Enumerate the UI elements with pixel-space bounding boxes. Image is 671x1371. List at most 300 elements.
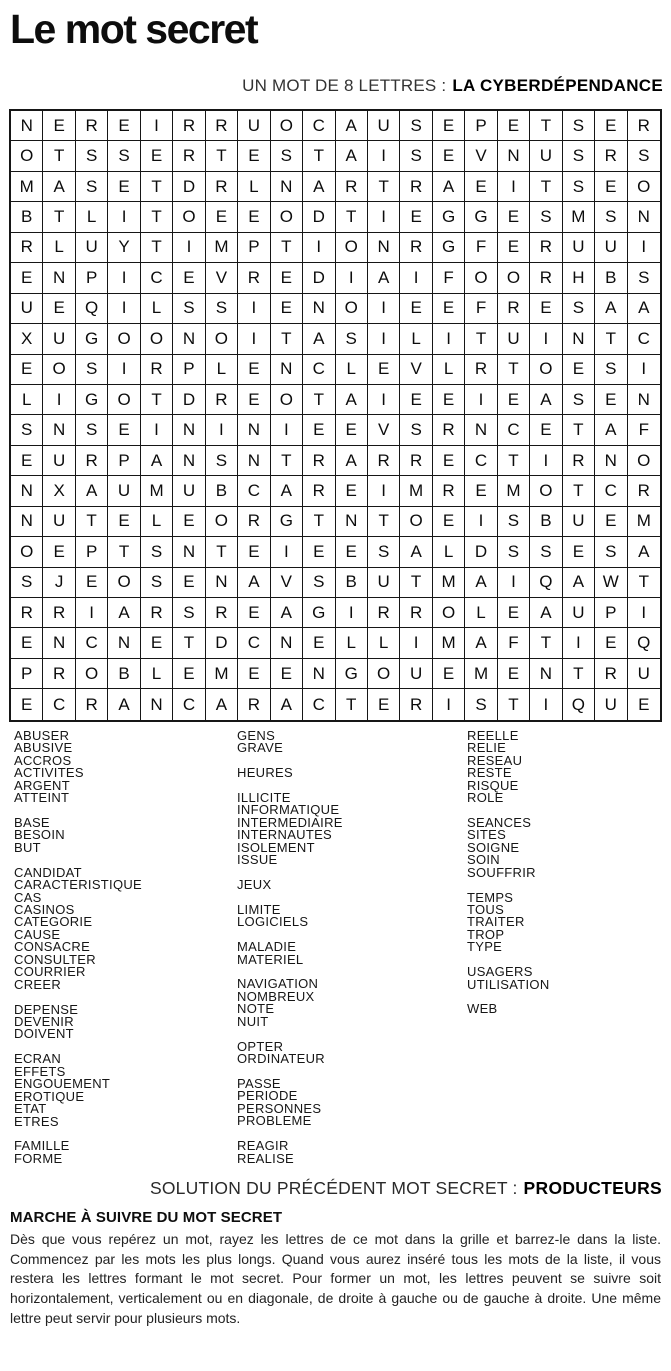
grid-cell[interactable]: E xyxy=(433,141,465,171)
grid-cell[interactable]: E xyxy=(595,111,627,141)
grid-cell[interactable]: S xyxy=(11,568,43,598)
grid-cell[interactable]: M xyxy=(206,659,238,689)
word-item[interactable]: TEMPS xyxy=(467,889,514,905)
grid-cell[interactable]: E xyxy=(498,233,530,263)
grid-cell[interactable]: E xyxy=(368,355,400,385)
grid-cell[interactable]: S xyxy=(173,294,205,324)
grid-cell[interactable]: T xyxy=(498,446,530,476)
grid-cell[interactable]: E xyxy=(563,537,595,567)
grid-cell[interactable]: G xyxy=(336,659,368,689)
grid-cell[interactable]: I xyxy=(108,355,140,385)
word-item[interactable]: COURRIER xyxy=(14,964,86,980)
grid-cell[interactable]: S xyxy=(141,568,173,598)
grid-cell[interactable]: T xyxy=(498,689,530,719)
grid-cell[interactable]: S xyxy=(76,355,108,385)
grid-cell[interactable]: T xyxy=(595,324,627,354)
grid-cell[interactable]: R xyxy=(628,476,660,506)
grid-cell[interactable]: T xyxy=(43,141,75,171)
word-item[interactable]: ILLICITE xyxy=(237,789,291,805)
grid-cell[interactable]: E xyxy=(141,141,173,171)
grid-cell[interactable]: T xyxy=(563,659,595,689)
grid-cell[interactable]: V xyxy=(465,141,497,171)
grid-cell[interactable]: B xyxy=(530,507,562,537)
word-item[interactable]: ROLE xyxy=(467,790,504,806)
grid-cell[interactable]: E xyxy=(563,355,595,385)
grid-cell[interactable]: I xyxy=(530,689,562,719)
word-item[interactable]: UTILISATION xyxy=(467,976,550,992)
grid-cell[interactable]: U xyxy=(498,324,530,354)
word-item[interactable]: ENGOUEMENT xyxy=(14,1076,111,1092)
grid-cell[interactable]: E xyxy=(238,385,270,415)
grid-cell[interactable]: E xyxy=(238,355,270,385)
word-item[interactable]: LIMITE xyxy=(237,901,281,917)
grid-cell[interactable]: U xyxy=(173,476,205,506)
grid-cell[interactable]: E xyxy=(238,598,270,628)
grid-cell[interactable]: A xyxy=(336,446,368,476)
grid-cell[interactable]: E xyxy=(498,385,530,415)
grid-cell[interactable]: E xyxy=(433,385,465,415)
grid-cell[interactable]: R xyxy=(206,385,238,415)
grid-cell[interactable]: C xyxy=(43,689,75,719)
grid-cell[interactable]: U xyxy=(563,598,595,628)
grid-cell[interactable]: U xyxy=(76,233,108,263)
grid-cell[interactable]: S xyxy=(76,172,108,202)
grid-cell[interactable]: G xyxy=(76,385,108,415)
grid-cell[interactable]: R xyxy=(400,172,432,202)
grid-cell[interactable]: G xyxy=(465,202,497,232)
grid-cell[interactable]: C xyxy=(303,111,335,141)
word-item[interactable]: SOIGNE xyxy=(467,839,520,855)
word-item[interactable]: INFORMATIQUE xyxy=(237,802,340,818)
grid-cell[interactable]: M xyxy=(628,507,660,537)
grid-cell[interactable]: E xyxy=(433,507,465,537)
grid-cell[interactable]: L xyxy=(336,628,368,658)
grid-cell[interactable]: T xyxy=(43,202,75,232)
grid-cell[interactable]: A xyxy=(368,263,400,293)
grid-cell[interactable]: R xyxy=(141,355,173,385)
grid-cell[interactable]: U xyxy=(11,294,43,324)
grid-cell[interactable]: O xyxy=(336,233,368,263)
grid-cell[interactable]: A xyxy=(530,598,562,628)
grid-cell[interactable]: I xyxy=(206,415,238,445)
grid-cell[interactable]: M xyxy=(465,659,497,689)
grid-cell[interactable]: R xyxy=(11,233,43,263)
grid-cell[interactable]: I xyxy=(141,415,173,445)
grid-cell[interactable]: C xyxy=(173,689,205,719)
grid-cell[interactable]: F xyxy=(465,233,497,263)
grid-cell[interactable]: M xyxy=(206,233,238,263)
grid-cell[interactable]: N xyxy=(173,324,205,354)
word-item[interactable]: CARACTERISTIQUE xyxy=(14,877,143,893)
grid-cell[interactable]: L xyxy=(141,507,173,537)
grid-cell[interactable]: R xyxy=(238,689,270,719)
word-item[interactable]: ABUSER xyxy=(14,727,70,743)
grid-cell[interactable]: N xyxy=(43,415,75,445)
grid-cell[interactable]: S xyxy=(368,537,400,567)
grid-cell[interactable]: R xyxy=(76,446,108,476)
grid-cell[interactable]: R xyxy=(368,598,400,628)
grid-cell[interactable]: O xyxy=(336,294,368,324)
grid-cell[interactable]: R xyxy=(11,598,43,628)
grid-cell[interactable]: S xyxy=(498,507,530,537)
grid-cell[interactable]: O xyxy=(76,659,108,689)
word-item[interactable]: LOGICIELS xyxy=(237,914,309,930)
grid-cell[interactable]: T xyxy=(271,233,303,263)
grid-cell[interactable]: T xyxy=(563,415,595,445)
grid-cell[interactable]: I xyxy=(336,263,368,293)
grid-cell[interactable]: O xyxy=(400,507,432,537)
grid-cell[interactable]: N xyxy=(206,568,238,598)
grid-cell[interactable]: R xyxy=(173,111,205,141)
word-item[interactable]: DOIVENT xyxy=(14,1026,74,1042)
grid-cell[interactable]: M xyxy=(498,476,530,506)
word-item[interactable]: INTERNAUTES xyxy=(237,827,333,843)
grid-cell[interactable]: E xyxy=(11,689,43,719)
grid-cell[interactable]: A xyxy=(595,294,627,324)
grid-cell[interactable]: N xyxy=(303,659,335,689)
word-item[interactable]: OPTER xyxy=(237,1038,284,1054)
grid-cell[interactable]: D xyxy=(303,202,335,232)
grid-cell[interactable]: R xyxy=(76,111,108,141)
grid-cell[interactable]: M xyxy=(400,476,432,506)
word-item[interactable]: ACCROS xyxy=(14,752,72,768)
grid-cell[interactable]: U xyxy=(368,568,400,598)
grid-cell[interactable]: N xyxy=(336,507,368,537)
grid-cell[interactable]: N xyxy=(628,202,660,232)
grid-cell[interactable]: O xyxy=(173,202,205,232)
word-item[interactable]: RESTE xyxy=(467,765,512,781)
grid-cell[interactable]: T xyxy=(336,689,368,719)
grid-cell[interactable]: E xyxy=(11,446,43,476)
grid-cell[interactable]: O xyxy=(433,598,465,628)
grid-cell[interactable]: V xyxy=(368,415,400,445)
word-item[interactable]: EROTIQUE xyxy=(14,1088,85,1104)
grid-cell[interactable]: R xyxy=(173,141,205,171)
grid-cell[interactable]: R xyxy=(433,476,465,506)
grid-cell[interactable]: S xyxy=(141,537,173,567)
grid-cell[interactable]: C xyxy=(303,689,335,719)
grid-cell[interactable]: E xyxy=(595,385,627,415)
grid-cell[interactable]: T xyxy=(628,568,660,598)
grid-cell[interactable]: S xyxy=(206,446,238,476)
word-item[interactable]: CAS xyxy=(14,889,42,905)
grid-cell[interactable]: I xyxy=(530,324,562,354)
grid-cell[interactable]: A xyxy=(433,172,465,202)
grid-cell[interactable]: I xyxy=(368,294,400,324)
grid-cell[interactable]: N xyxy=(271,355,303,385)
grid-cell[interactable]: Q xyxy=(76,294,108,324)
grid-cell[interactable]: A xyxy=(336,111,368,141)
grid-cell[interactable]: S xyxy=(173,598,205,628)
grid-cell[interactable]: L xyxy=(400,324,432,354)
word-item[interactable]: PROBLEME xyxy=(237,1113,312,1129)
grid-cell[interactable]: S xyxy=(498,537,530,567)
grid-cell[interactable]: E xyxy=(498,111,530,141)
grid-cell[interactable]: A xyxy=(628,537,660,567)
grid-cell[interactable]: E xyxy=(43,294,75,324)
grid-cell[interactable]: S xyxy=(563,141,595,171)
grid-cell[interactable]: B xyxy=(595,263,627,293)
grid-cell[interactable]: I xyxy=(76,598,108,628)
grid-cell[interactable]: E xyxy=(595,628,627,658)
grid-cell[interactable]: S xyxy=(76,415,108,445)
grid-cell[interactable]: I xyxy=(173,233,205,263)
word-item[interactable]: CONSACRE xyxy=(14,939,91,955)
grid-cell[interactable]: E xyxy=(108,172,140,202)
grid-cell[interactable]: L xyxy=(368,628,400,658)
grid-cell[interactable]: N xyxy=(628,385,660,415)
grid-cell[interactable]: S xyxy=(563,385,595,415)
grid-cell[interactable]: O xyxy=(628,446,660,476)
grid-cell[interactable]: T xyxy=(141,202,173,232)
grid-cell[interactable]: I xyxy=(271,537,303,567)
grid-cell[interactable]: O xyxy=(271,111,303,141)
word-item[interactable]: NOTE xyxy=(237,1001,275,1017)
grid-cell[interactable]: R xyxy=(76,689,108,719)
word-item[interactable]: DEPENSE xyxy=(14,1001,79,1017)
word-item[interactable]: HEURES xyxy=(237,765,293,781)
grid-cell[interactable]: S xyxy=(303,568,335,598)
grid-cell[interactable]: I xyxy=(628,233,660,263)
grid-cell[interactable]: I xyxy=(141,111,173,141)
grid-cell[interactable]: Q xyxy=(530,568,562,598)
grid-cell[interactable]: U xyxy=(530,141,562,171)
grid-cell[interactable]: R xyxy=(563,446,595,476)
grid-cell[interactable]: I xyxy=(433,324,465,354)
grid-cell[interactable]: A xyxy=(530,385,562,415)
grid-cell[interactable]: E xyxy=(433,294,465,324)
grid-cell[interactable]: N xyxy=(173,415,205,445)
word-item[interactable]: MALADIE xyxy=(237,939,297,955)
grid-cell[interactable]: S xyxy=(628,141,660,171)
grid-cell[interactable]: E xyxy=(465,172,497,202)
grid-cell[interactable]: E xyxy=(368,689,400,719)
grid-cell[interactable]: L xyxy=(465,598,497,628)
grid-cell[interactable]: E xyxy=(303,628,335,658)
grid-cell[interactable]: U xyxy=(238,111,270,141)
grid-cell[interactable]: C xyxy=(595,476,627,506)
grid-cell[interactable]: L xyxy=(238,172,270,202)
grid-cell[interactable]: P xyxy=(595,598,627,628)
grid-cell[interactable]: A xyxy=(465,568,497,598)
grid-cell[interactable]: O xyxy=(11,141,43,171)
word-item[interactable]: SOIN xyxy=(467,852,500,868)
grid-cell[interactable]: E xyxy=(465,476,497,506)
word-item[interactable]: ACTIVITES xyxy=(14,765,84,781)
word-item[interactable]: REAGIR xyxy=(237,1138,289,1154)
grid-cell[interactable]: N xyxy=(11,507,43,537)
grid-cell[interactable]: A xyxy=(43,172,75,202)
grid-cell[interactable]: E xyxy=(173,263,205,293)
grid-cell[interactable]: U xyxy=(43,324,75,354)
grid-cell[interactable]: E xyxy=(173,507,205,537)
grid-cell[interactable]: T xyxy=(498,355,530,385)
grid-cell[interactable]: E xyxy=(173,568,205,598)
grid-cell[interactable]: U xyxy=(400,659,432,689)
grid-cell[interactable]: A xyxy=(465,628,497,658)
word-item[interactable]: TOUS xyxy=(467,901,505,917)
grid-cell[interactable]: R xyxy=(498,294,530,324)
grid-cell[interactable]: U xyxy=(595,689,627,719)
grid-cell[interactable]: G xyxy=(433,202,465,232)
grid-cell[interactable]: O xyxy=(498,263,530,293)
grid-cell[interactable]: P xyxy=(76,537,108,567)
word-item[interactable]: ETRES xyxy=(14,1113,59,1129)
grid-cell[interactable]: L xyxy=(141,294,173,324)
grid-cell[interactable]: I xyxy=(108,294,140,324)
grid-cell[interactable]: D xyxy=(173,172,205,202)
grid-cell[interactable]: C xyxy=(628,324,660,354)
grid-cell[interactable]: A xyxy=(271,598,303,628)
grid-cell[interactable]: E xyxy=(238,537,270,567)
word-item[interactable]: GENS xyxy=(237,727,276,743)
grid-cell[interactable]: E xyxy=(271,263,303,293)
grid-cell[interactable]: T xyxy=(108,537,140,567)
grid-cell[interactable]: T xyxy=(303,507,335,537)
word-item[interactable]: SITES xyxy=(467,827,507,843)
word-item[interactable]: CAUSE xyxy=(14,926,61,942)
grid-cell[interactable]: I xyxy=(336,598,368,628)
grid-cell[interactable]: G xyxy=(76,324,108,354)
grid-cell[interactable]: S xyxy=(628,263,660,293)
word-item[interactable]: WEB xyxy=(467,1001,498,1017)
grid-cell[interactable]: P xyxy=(108,446,140,476)
grid-cell[interactable]: A xyxy=(563,568,595,598)
grid-cell[interactable]: U xyxy=(108,476,140,506)
grid-cell[interactable]: I xyxy=(108,263,140,293)
grid-cell[interactable]: T xyxy=(271,446,303,476)
grid-cell[interactable]: Q xyxy=(563,689,595,719)
grid-cell[interactable]: P xyxy=(173,355,205,385)
grid-cell[interactable]: I xyxy=(368,476,400,506)
grid-cell[interactable]: T xyxy=(303,385,335,415)
grid-cell[interactable]: E xyxy=(433,111,465,141)
grid-cell[interactable]: T xyxy=(303,141,335,171)
grid-cell[interactable]: A xyxy=(271,689,303,719)
word-item[interactable]: CATEGORIE xyxy=(14,914,93,930)
word-item[interactable]: TROP xyxy=(467,926,505,942)
word-item[interactable]: ECRAN xyxy=(14,1051,62,1067)
grid-cell[interactable]: R xyxy=(336,172,368,202)
word-item[interactable]: GRAVE xyxy=(237,740,284,756)
grid-cell[interactable]: E xyxy=(530,415,562,445)
grid-cell[interactable]: T xyxy=(530,111,562,141)
grid-cell[interactable]: R xyxy=(530,263,562,293)
grid-cell[interactable]: N xyxy=(11,111,43,141)
grid-cell[interactable]: E xyxy=(433,446,465,476)
grid-cell[interactable]: Q xyxy=(628,628,660,658)
grid-cell[interactable]: U xyxy=(43,507,75,537)
word-item[interactable]: TYPE xyxy=(467,939,503,955)
grid-cell[interactable]: R xyxy=(206,598,238,628)
grid-cell[interactable]: R xyxy=(238,507,270,537)
grid-cell[interactable]: E xyxy=(595,507,627,537)
grid-cell[interactable]: R xyxy=(238,263,270,293)
grid-cell[interactable]: V xyxy=(271,568,303,598)
grid-cell[interactable]: E xyxy=(271,294,303,324)
word-item[interactable]: RESEAU xyxy=(467,752,523,768)
grid-cell[interactable]: T xyxy=(76,507,108,537)
grid-cell[interactable]: D xyxy=(303,263,335,293)
grid-cell[interactable]: I xyxy=(465,507,497,537)
word-item[interactable]: CREER xyxy=(14,976,62,992)
grid-cell[interactable]: A xyxy=(141,446,173,476)
grid-cell[interactable]: F xyxy=(498,628,530,658)
grid-cell[interactable]: A xyxy=(238,568,270,598)
grid-cell[interactable]: L xyxy=(76,202,108,232)
grid-cell[interactable]: E xyxy=(238,141,270,171)
grid-cell[interactable]: O xyxy=(11,537,43,567)
word-item[interactable]: EFFETS xyxy=(14,1063,66,1079)
grid-cell[interactable]: T xyxy=(530,172,562,202)
grid-cell[interactable]: I xyxy=(465,385,497,415)
grid-cell[interactable]: I xyxy=(368,202,400,232)
grid-cell[interactable]: E xyxy=(238,202,270,232)
grid-cell[interactable]: C xyxy=(238,628,270,658)
grid-cell[interactable]: N xyxy=(303,294,335,324)
grid-cell[interactable]: L xyxy=(336,355,368,385)
grid-cell[interactable]: L xyxy=(206,355,238,385)
grid-cell[interactable]: T xyxy=(206,537,238,567)
grid-cell[interactable]: T xyxy=(141,172,173,202)
grid-cell[interactable]: R xyxy=(400,233,432,263)
grid-cell[interactable]: T xyxy=(400,568,432,598)
grid-cell[interactable]: E xyxy=(498,598,530,628)
grid-cell[interactable]: E xyxy=(206,202,238,232)
grid-cell[interactable]: B xyxy=(206,476,238,506)
grid-cell[interactable]: E xyxy=(11,263,43,293)
grid-cell[interactable]: M xyxy=(563,202,595,232)
grid-cell[interactable]: E xyxy=(638,694,650,714)
word-item[interactable]: SOUFFRIR xyxy=(467,864,536,880)
grid-cell[interactable]: T xyxy=(368,507,400,537)
word-item[interactable]: PASSE xyxy=(237,1075,281,1091)
word-item[interactable]: SEANCES xyxy=(467,814,532,830)
grid-cell[interactable]: X xyxy=(11,324,43,354)
grid-cell[interactable]: R xyxy=(530,233,562,263)
grid-cell[interactable]: I xyxy=(108,202,140,232)
grid-cell[interactable]: N xyxy=(530,659,562,689)
grid-cell[interactable]: S xyxy=(400,415,432,445)
grid-cell[interactable]: G xyxy=(433,233,465,263)
grid-cell[interactable]: E xyxy=(11,355,43,385)
grid-cell[interactable]: O xyxy=(465,263,497,293)
grid-cell[interactable]: R xyxy=(595,659,627,689)
grid-cell[interactable]: P xyxy=(11,659,43,689)
grid-cell[interactable]: R xyxy=(206,172,238,202)
grid-cell[interactable]: B xyxy=(11,202,43,232)
grid-cell[interactable]: O xyxy=(368,659,400,689)
grid-cell[interactable]: R xyxy=(628,111,660,141)
grid-cell[interactable]: C xyxy=(498,415,530,445)
grid-cell[interactable]: S xyxy=(595,537,627,567)
grid-cell[interactable]: N xyxy=(173,537,205,567)
grid-cell[interactable]: W xyxy=(595,568,627,598)
grid-cell[interactable]: N xyxy=(238,415,270,445)
grid-cell[interactable]: E xyxy=(595,172,627,202)
word-item[interactable]: USAGERS xyxy=(467,964,533,980)
grid-cell[interactable]: N xyxy=(368,233,400,263)
grid-cell[interactable]: E xyxy=(173,659,205,689)
word-item[interactable]: ETAT xyxy=(14,1101,47,1117)
grid-cell[interactable]: A xyxy=(108,689,140,719)
grid-cell[interactable]: M xyxy=(11,172,43,202)
grid-cell[interactable]: N xyxy=(108,628,140,658)
grid-cell[interactable]: E xyxy=(11,628,43,658)
word-item[interactable]: FORME xyxy=(14,1150,63,1166)
grid-cell[interactable]: O xyxy=(530,355,562,385)
grid-cell[interactable]: U xyxy=(563,233,595,263)
